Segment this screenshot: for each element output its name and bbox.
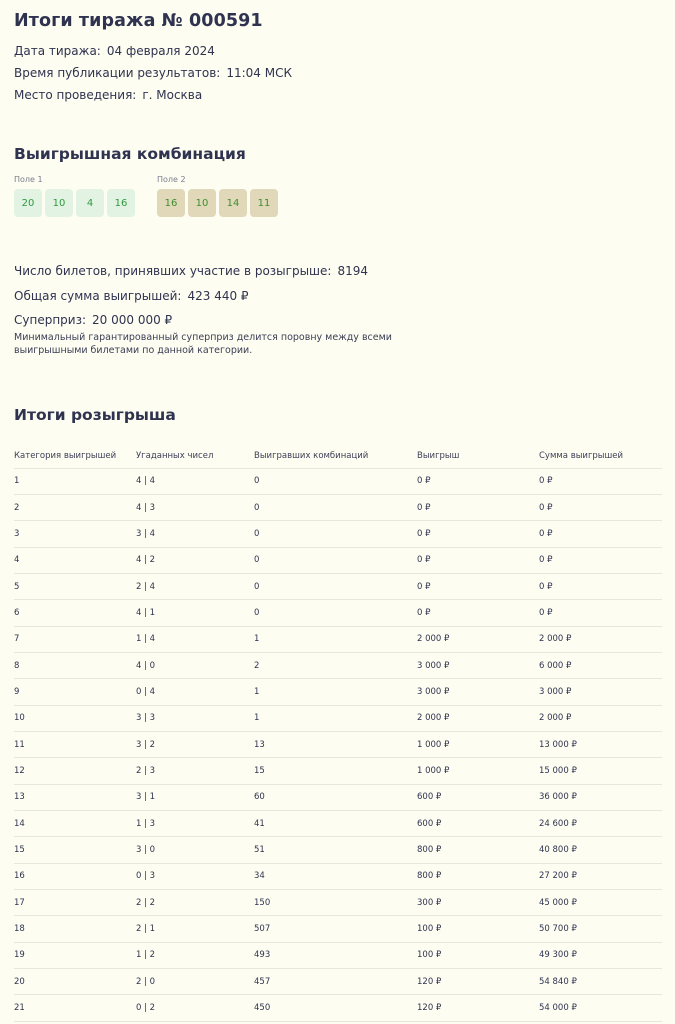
category-cell: 3 [14, 521, 136, 547]
table-row [14, 731, 662, 757]
table-row [14, 600, 662, 626]
total-cell: 49 300 ₽ [539, 942, 662, 968]
prize-cell: 0 ₽ [417, 547, 539, 573]
field-1 [14, 175, 135, 217]
winning-combinations-cell: 15 [254, 758, 417, 784]
draw-results-title: Итоги розыгрыша [14, 406, 176, 424]
draw-place-value: г. Москва [142, 88, 203, 102]
table-row [14, 942, 662, 968]
guessed-cell: 2 | 4 [136, 573, 254, 599]
winning-combinations-cell: 60 [254, 784, 417, 810]
table-row [14, 626, 662, 652]
guessed-cell: 3 | 2 [136, 731, 254, 757]
guessed-cell: 2 | 2 [136, 890, 254, 916]
table-row [14, 573, 662, 599]
total-cell: 54 000 ₽ [539, 995, 662, 1021]
table-row [14, 705, 662, 731]
tickets-count [14, 264, 368, 278]
guessed-cell: 3 | 1 [136, 784, 254, 810]
publication-time-value: 11:04 МСК [226, 66, 292, 80]
total-cell: 0 ₽ [539, 468, 662, 494]
winning-combinations-cell: 0 [254, 468, 417, 494]
prize-cell: 1 000 ₽ [417, 758, 539, 784]
tickets-count-value: 8194 [337, 264, 369, 278]
field-2-number: 16 [157, 189, 185, 217]
winning-combination-title: Выигрышная комбинация [14, 145, 246, 163]
column-header-winning-combinations: Выигравших комбинаций [254, 444, 417, 468]
category-cell: 15 [14, 837, 136, 863]
total-cell: 3 000 ₽ [539, 679, 662, 705]
column-header-category: Категория выигрышей [14, 444, 136, 468]
category-cell: 13 [14, 784, 136, 810]
prize-cell: 0 ₽ [417, 468, 539, 494]
total-cell: 50 700 ₽ [539, 916, 662, 942]
table-row [14, 863, 662, 889]
publication-time [14, 66, 292, 80]
category-cell: 5 [14, 573, 136, 599]
prize-cell: 2 000 ₽ [417, 705, 539, 731]
winning-combinations-cell: 0 [254, 573, 417, 599]
guessed-cell: 4 | 4 [136, 468, 254, 494]
table-row [14, 758, 662, 784]
category-cell: 11 [14, 731, 136, 757]
winning-combinations-cell: 493 [254, 942, 417, 968]
guessed-cell: 1 | 2 [136, 942, 254, 968]
table-row [14, 890, 662, 916]
total-winnings-label: Общая сумма выигрышей: [14, 289, 182, 303]
tickets-count-label: Число билетов, принявших участие в розыгрыше: [14, 264, 332, 278]
page-title: Итоги тиража № 000591 [14, 11, 263, 31]
prize-cell: 800 ₽ [417, 837, 539, 863]
category-cell: 1 [14, 468, 136, 494]
winning-combinations-cell: 34 [254, 863, 417, 889]
superprize [14, 313, 172, 327]
total-cell: 0 ₽ [539, 573, 662, 599]
winning-combinations-cell: 0 [254, 600, 417, 626]
table-row [14, 468, 662, 494]
guessed-cell: 4 | 3 [136, 494, 254, 520]
category-cell: 20 [14, 969, 136, 995]
guessed-cell: 2 | 3 [136, 758, 254, 784]
superprize-note: Минимальный гарантированный суперприз делится поровну между всеми выигрышными билетами по данной категории. [14, 332, 392, 356]
prize-cell: 0 ₽ [417, 573, 539, 599]
table-header-row [14, 444, 662, 468]
field-1-number: 20 [14, 189, 42, 217]
category-cell: 16 [14, 863, 136, 889]
guessed-cell: 4 | 2 [136, 547, 254, 573]
prize-cell: 120 ₽ [417, 969, 539, 995]
results-table [14, 444, 662, 1022]
winning-combinations-cell: 13 [254, 731, 417, 757]
field-2-number: 11 [250, 189, 278, 217]
total-cell: 45 000 ₽ [539, 890, 662, 916]
table-row [14, 784, 662, 810]
draw-place [14, 88, 202, 102]
guessed-cell: 1 | 3 [136, 810, 254, 836]
winning-combinations-cell: 507 [254, 916, 417, 942]
total-cell: 40 800 ₽ [539, 837, 662, 863]
table-row [14, 652, 662, 678]
guessed-cell: 3 | 3 [136, 705, 254, 731]
category-cell: 17 [14, 890, 136, 916]
guessed-cell: 3 | 0 [136, 837, 254, 863]
prize-cell: 600 ₽ [417, 784, 539, 810]
category-cell: 21 [14, 995, 136, 1021]
winning-combinations-cell: 41 [254, 810, 417, 836]
category-cell: 4 [14, 547, 136, 573]
field-2-label: Поле 2 [157, 175, 186, 184]
total-cell: 0 ₽ [539, 494, 662, 520]
prize-cell: 1 000 ₽ [417, 731, 539, 757]
table-row [14, 969, 662, 995]
guessed-cell: 4 | 0 [136, 652, 254, 678]
category-cell: 6 [14, 600, 136, 626]
guessed-cell: 2 | 0 [136, 969, 254, 995]
guessed-cell: 0 | 4 [136, 679, 254, 705]
prize-cell: 100 ₽ [417, 942, 539, 968]
category-cell: 14 [14, 810, 136, 836]
field-1-number: 4 [76, 189, 104, 217]
prize-cell: 2 000 ₽ [417, 626, 539, 652]
total-winnings [14, 289, 249, 303]
draw-date-value: 04 февраля 2024 [106, 44, 215, 58]
total-cell: 0 ₽ [539, 547, 662, 573]
guessed-cell: 0 | 3 [136, 863, 254, 889]
guessed-cell: 4 | 1 [136, 600, 254, 626]
winning-combinations-cell: 1 [254, 626, 417, 652]
prize-cell: 0 ₽ [417, 600, 539, 626]
category-cell: 19 [14, 942, 136, 968]
winning-combinations-cell: 457 [254, 969, 417, 995]
field-1-label: Поле 1 [14, 175, 43, 184]
table-row [14, 995, 662, 1021]
guessed-cell: 1 | 4 [136, 626, 254, 652]
winning-combinations-cell: 1 [254, 679, 417, 705]
field-1-number: 16 [107, 189, 135, 217]
field-1-number: 10 [45, 189, 73, 217]
superprize-label: Суперприз: [14, 313, 87, 327]
guessed-cell: 0 | 2 [136, 995, 254, 1021]
prize-cell: 0 ₽ [417, 521, 539, 547]
winning-combinations-cell: 1 [254, 705, 417, 731]
field-2-numbers [157, 189, 278, 217]
total-winnings-value: 423 440 ₽ [187, 289, 249, 303]
winning-combinations-cell: 450 [254, 995, 417, 1021]
field-1-numbers [14, 189, 135, 217]
guessed-cell: 2 | 1 [136, 916, 254, 942]
field-2-number: 10 [188, 189, 216, 217]
total-cell: 24 600 ₽ [539, 810, 662, 836]
column-header-total: Сумма выигрышей [539, 444, 662, 468]
total-cell: 36 000 ₽ [539, 784, 662, 810]
category-cell: 8 [14, 652, 136, 678]
total-cell: 15 000 ₽ [539, 758, 662, 784]
prize-cell: 800 ₽ [417, 863, 539, 889]
winning-combinations-cell: 0 [254, 521, 417, 547]
category-cell: 10 [14, 705, 136, 731]
total-cell: 2 000 ₽ [539, 705, 662, 731]
field-2 [157, 175, 278, 217]
prize-cell: 3 000 ₽ [417, 652, 539, 678]
publication-time-label: Время публикации результатов: [14, 66, 221, 80]
winning-combinations-cell: 150 [254, 890, 417, 916]
table-row [14, 494, 662, 520]
results-table-body [14, 468, 662, 1021]
winning-combinations-cell: 51 [254, 837, 417, 863]
table-row [14, 837, 662, 863]
table-row [14, 679, 662, 705]
table-row [14, 547, 662, 573]
draw-date [14, 44, 215, 58]
superprize-value: 20 000 000 ₽ [92, 313, 173, 327]
total-cell: 27 200 ₽ [539, 863, 662, 889]
draw-place-label: Место проведения: [14, 88, 137, 102]
total-cell: 2 000 ₽ [539, 626, 662, 652]
column-header-prize: Выигрыш [417, 444, 539, 468]
draw-date-label: Дата тиража: [14, 44, 101, 58]
winning-combinations-cell: 2 [254, 652, 417, 678]
guessed-cell: 3 | 4 [136, 521, 254, 547]
total-cell: 0 ₽ [539, 521, 662, 547]
prize-cell: 300 ₽ [417, 890, 539, 916]
category-cell: 9 [14, 679, 136, 705]
total-cell: 54 840 ₽ [539, 969, 662, 995]
category-cell: 7 [14, 626, 136, 652]
category-cell: 18 [14, 916, 136, 942]
prize-cell: 120 ₽ [417, 995, 539, 1021]
winning-combinations-cell: 0 [254, 494, 417, 520]
table-row [14, 916, 662, 942]
prize-cell: 3 000 ₽ [417, 679, 539, 705]
total-cell: 0 ₽ [539, 600, 662, 626]
category-cell: 12 [14, 758, 136, 784]
table-row [14, 810, 662, 836]
prize-cell: 0 ₽ [417, 494, 539, 520]
prize-cell: 600 ₽ [417, 810, 539, 836]
column-header-guessed: Угаданных чисел [136, 444, 254, 468]
field-2-number: 14 [219, 189, 247, 217]
table-row [14, 521, 662, 547]
category-cell: 2 [14, 494, 136, 520]
winning-combinations-cell: 0 [254, 547, 417, 573]
prize-cell: 100 ₽ [417, 916, 539, 942]
total-cell: 6 000 ₽ [539, 652, 662, 678]
total-cell: 13 000 ₽ [539, 731, 662, 757]
